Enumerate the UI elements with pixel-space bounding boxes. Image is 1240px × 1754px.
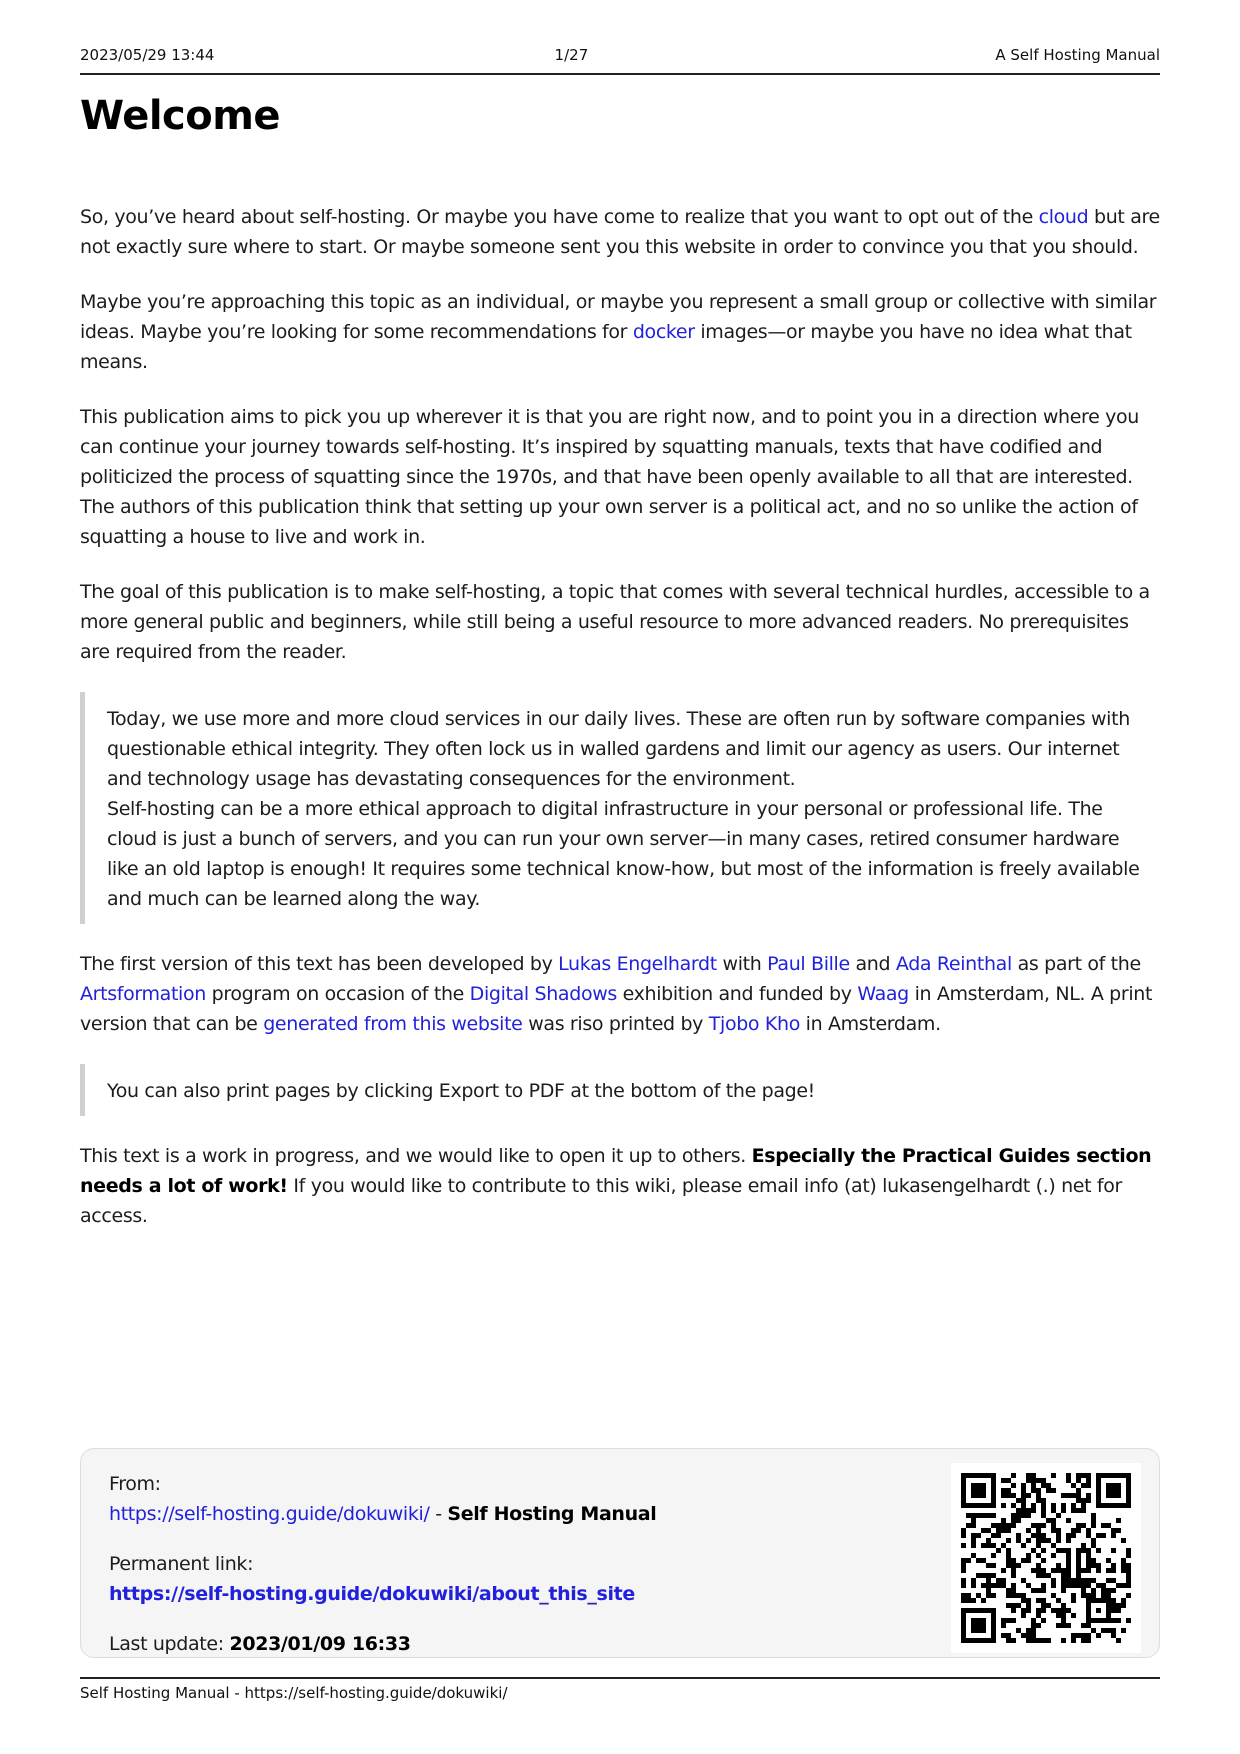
paragraph [80, 1141, 1160, 1231]
inline-link[interactable]: docker [632, 321, 695, 343]
inline-link[interactable]: Ada Reinthal [895, 953, 1012, 975]
paragraph [80, 402, 1160, 552]
text-run: If you would like to contribute to this wiki, please email info (at) lukasengelhardt (.) net for access. [80, 1175, 1122, 1227]
page-footer-text: Self Hosting Manual - https://self-hosting.guide/dokuwiki/ [80, 1684, 508, 1702]
qr-code [951, 1463, 1141, 1653]
text-run: Self-hosting can be a more ethical approach to digital infrastructure in your personal or professional life. The cloud is just a bunch of servers, and you can run your own server—in many cases, retired consumer hardware like an old laptop is enough! It requires some technical know-how, but most of the information is freely available and much can be learned along the way. [107, 798, 1140, 910]
text-run: was riso printed by [522, 1013, 709, 1035]
source-info-box [80, 1448, 1160, 1658]
last-update-label: Last update: [109, 1633, 230, 1655]
from-label: From: [109, 1473, 161, 1495]
paragraph [80, 202, 1160, 262]
header-page-number: 1/27 [554, 46, 589, 64]
page-title: Welcome [80, 93, 281, 139]
text-run: exhibition and funded by [616, 983, 858, 1005]
text-run: Maybe you’re approaching this topic as an individual, or maybe you represent a small group or collective with similar ideas. Maybe you’re looking for some recommendations for [80, 291, 1157, 343]
text-run: This publication aims to pick you up wherever it is that you are right now, and to point you in a direction where you can continue your journey towards self-hosting. It’s inspired by squatting manuals, texts that have codified and politicized the process of squatting since the 1970s, and that have been openly available to all that are interested. The authors of this publication think that setting up your own server is a political act, and no so unlike the action of squatting a house to live and work in. [80, 406, 1139, 548]
blockquote [80, 692, 1160, 924]
text-run: You can also print pages by clicking Export to PDF at the bottom of the page! [107, 1080, 815, 1102]
blockquote-paragraph [107, 1076, 1150, 1106]
text-run: in Amsterdam. [799, 1013, 941, 1035]
page-footer [80, 1677, 1160, 1703]
header-datetime: 2023/05/29 13:44 [80, 46, 215, 64]
inline-link[interactable]: Artsformation [80, 983, 206, 1005]
text-run: The goal of this publication is to make self-hosting, a topic that comes with several technical hurdles, accessible to a more general public and beginners, while still being a useful resource to more advanced readers. No prerequisites are required from the reader. [80, 581, 1150, 663]
paragraph [80, 287, 1160, 377]
text-run: The first version of this text has been developed by [80, 953, 559, 975]
blockquote-paragraph [107, 704, 1150, 794]
text-run: but are not exactly sure where to start. Or maybe someone sent you this website in order to convince you that you should. [80, 206, 1160, 258]
permalink-link[interactable]: https://self-hosting.guide/dokuwiki/about_this_site [109, 1583, 635, 1605]
text-run: as part of the [1011, 953, 1141, 975]
text-run: This text is a work in progress, and we would like to open it up to others. [80, 1145, 752, 1167]
inline-link[interactable]: cloud [1038, 206, 1089, 228]
document-body [80, 78, 1160, 1256]
permalink-label: Permanent link: [109, 1553, 254, 1575]
inline-link[interactable]: Waag [857, 983, 909, 1005]
inline-link[interactable]: generated from this website [263, 1013, 523, 1035]
bold-text: Especially the Practical Guides section needs a lot of work! [80, 1145, 1152, 1197]
text-run: images—or maybe you have no idea what that means. [80, 321, 1132, 373]
inline-link[interactable]: Digital Shadows [469, 983, 617, 1005]
paragraph [80, 577, 1160, 667]
source-link[interactable]: https://self-hosting.guide/dokuwiki/ [109, 1503, 430, 1525]
text-run: with [716, 953, 768, 975]
inline-link[interactable]: Tjobo Kho [708, 1013, 800, 1035]
separator: - [429, 1503, 448, 1525]
text-run: and [849, 953, 896, 975]
page-header [80, 0, 1160, 75]
text-run: Today, we use more and more cloud services in our daily lives. These are often run by software companies with questionable ethical integrity. They often lock us in walled gardens and limit our agency as users. Our internet and technology usage has devastating consequences for the environment. [107, 708, 1130, 790]
header-document-title: A Self Hosting Manual [995, 46, 1160, 64]
article-text [80, 202, 1160, 1231]
last-update-value: 2023/01/09 16:33 [229, 1633, 411, 1655]
text-run: in Amsterdam, NL. A print version that can be [80, 983, 1153, 1035]
inline-link[interactable]: Lukas Engelhardt [558, 953, 717, 975]
blockquote [80, 1064, 1160, 1116]
paragraph [80, 949, 1160, 1039]
blockquote-paragraph [107, 794, 1150, 914]
text-run: So, you’ve heard about self-hosting. Or maybe you have come to realize that you want to opt out of the [80, 206, 1039, 228]
inline-link[interactable]: Paul Bille [767, 953, 850, 975]
site-title: Self Hosting Manual [447, 1503, 657, 1525]
text-run: program on occasion of the [205, 983, 470, 1005]
